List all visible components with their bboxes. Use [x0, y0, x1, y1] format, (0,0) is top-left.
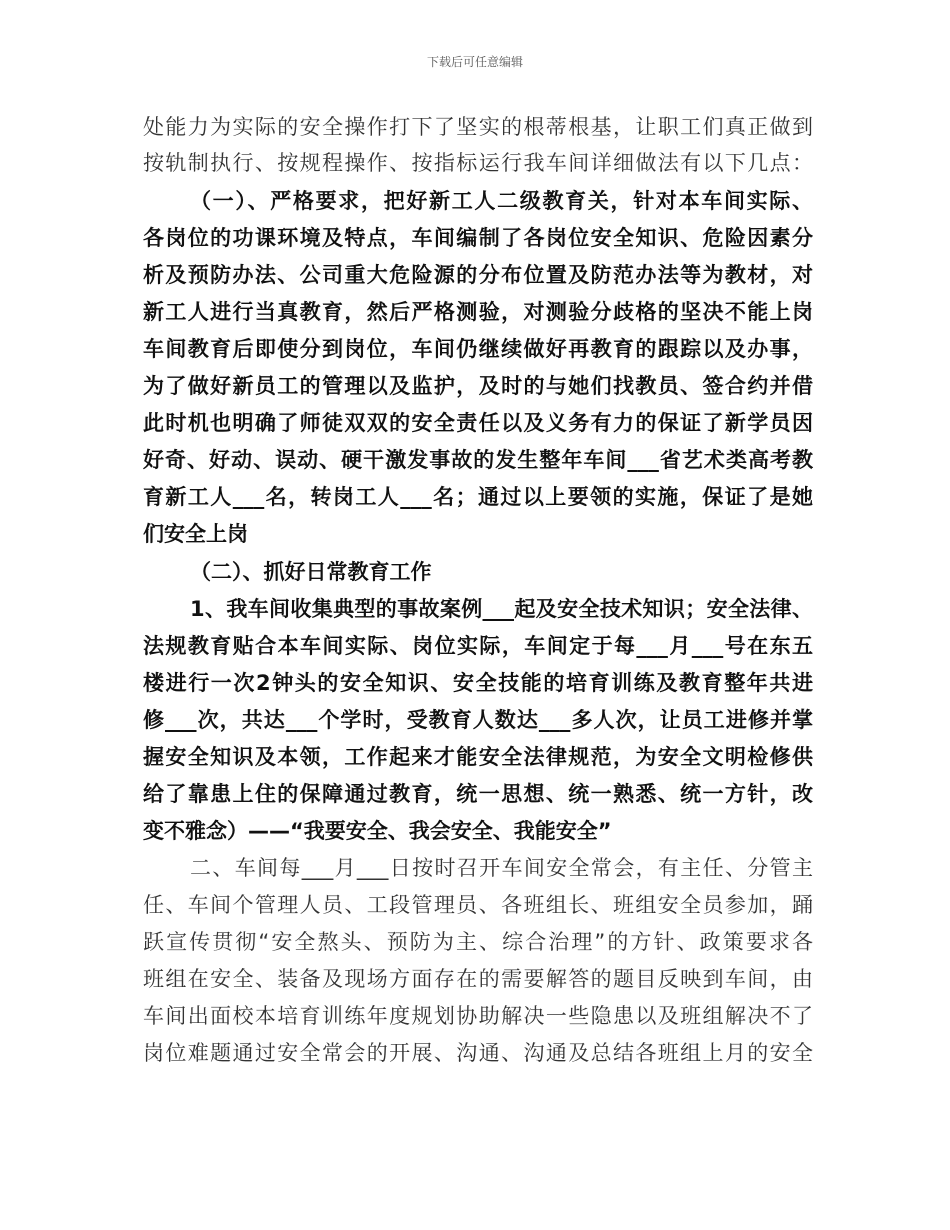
text-line: 新工人进行当真教育，然后严格测验，对测验分歧格的坚决不能上岗 — [143, 300, 813, 324]
text-line: 跃宣传贯彻“安全熬头、预防为主、综合治理”的方针、政策要求各 — [143, 930, 813, 954]
text-line: 握安全知识及本领，工作起来才能安全法律规范，为安全文明检修供 — [143, 745, 813, 769]
text-line: 按轨制执行、按规程操作、按指标运行我车间详细做法有以下几点： — [143, 151, 813, 175]
text-line: 好奇、好动、误动、硬干激发事故的发生整年车间___省艺术类高考教 — [143, 448, 813, 472]
text-line: 变不雅念）——“我要安全、我会安全、我能安全” — [143, 819, 612, 843]
text-line: 楼进行一次2钟头的安全知识、安全技能的培育训练及教育整年共进 — [143, 671, 813, 695]
text-line: 们安全上岗 — [143, 522, 248, 546]
text-line: 任、车间个管理人员、工段管理员、各班组长、班组安全员参加，踊 — [143, 893, 813, 917]
text-line: 为了做好新员工的管理以及监护，及时的与她们找教员、签合约并借 — [143, 374, 813, 398]
text-line: 车间教育后即使分到岗位，车间仍继续做好再教育的跟踪以及办事， — [143, 337, 813, 361]
text-line: 1、我车间收集典型的事故案例___起及安全技术知识；安全法律、 — [190, 597, 813, 621]
text-line: 岗位难题通过安全常会的开展、沟通、沟通及总结各班组上月的安全 — [143, 1041, 813, 1065]
text-line: 各岗位的功课环境及特点，车间编制了各岗位安全知识、危险因素分 — [143, 226, 813, 250]
text-line: 车间出面校本培育训练年度规划协助解决一些隐患以及班组解决不了 — [143, 1004, 813, 1028]
page-header: 下载后可任意编辑 — [426, 55, 523, 69]
text-line: 修___次，共达___个学时，受教育人数达___多人次，让员工进修并掌 — [143, 708, 813, 732]
text-line: 给了靠患上住的保障通过教育，统一思想、统一熟悉、统一方针，改 — [143, 782, 813, 806]
text-line: 育新工人___名，转岗工人___名；通过以上要领的实施，保证了是她 — [143, 485, 813, 509]
text-line: 法规教育贴合本车间实际、岗位实际，车间定于每___月___号在东五 — [143, 634, 813, 658]
section-heading: （二）、抓好日常教育工作 — [190, 560, 432, 584]
text-line: 析及预防办法、公司重大危险源的分布位置及防范办法等为教材，对 — [143, 263, 813, 287]
text-line: 处能力为实际的安全操作打下了坚实的根蒂根基，让职工们真正做到 — [143, 115, 813, 139]
section-heading: （一）、严格要求，把好新工人二级教育关，针对本车间实际、 — [190, 189, 813, 213]
text-line: 班组在安全、装备及现场方面存在的需要解答的题目反映到车间，由 — [143, 967, 813, 991]
text-line: 此时机也明确了师徒双双的安全责任以及义务有力的保证了新学员因 — [143, 411, 813, 435]
text-line: 二、车间每___月___日按时召开车间安全常会，有主任、分管主 — [190, 856, 813, 880]
